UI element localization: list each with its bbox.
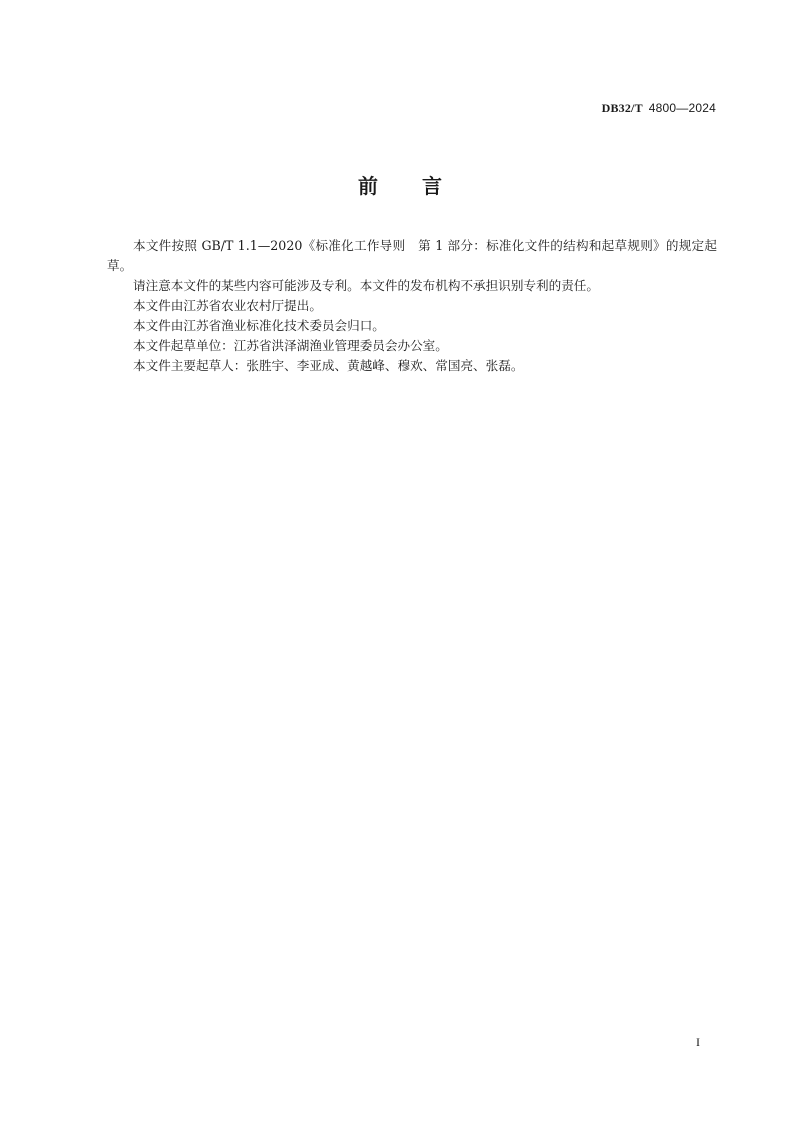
paragraph-proposer: 本文件由江苏省农业农村厅提出。 bbox=[133, 298, 322, 313]
document-code bbox=[602, 101, 716, 116]
paragraph-drafting-unit: 本文件起草单位：江苏省洪泽湖渔业管理委员会办公室。 bbox=[133, 338, 448, 353]
foreword-body bbox=[107, 236, 717, 376]
paragraph-administrator: 本文件由江苏省渔业标准化技术委员会归口。 bbox=[133, 318, 385, 333]
page-title: 前言 bbox=[358, 174, 486, 198]
page-number: I bbox=[696, 1035, 700, 1049]
paragraph-drafters: 本文件主要起草人：张胜宇、李亚成、黄越峰、穆欢、常国亮、张磊。 bbox=[133, 358, 524, 373]
paragraph-patent-notice: 请注意本文件的某些内容可能涉及专利。本文件的发布机构不承担识别专利的责任。 bbox=[133, 278, 599, 293]
document-code-prefix: DB32/T bbox=[601, 101, 643, 115]
document-code-number: 4800—2024 bbox=[648, 101, 716, 115]
paragraph-drafting-rules: 本文件按照 GB/T 1.1—2020《标准化工作导则 第 1 部分：标准化文件的结构和起草规则》的规定起草。 bbox=[107, 238, 717, 273]
